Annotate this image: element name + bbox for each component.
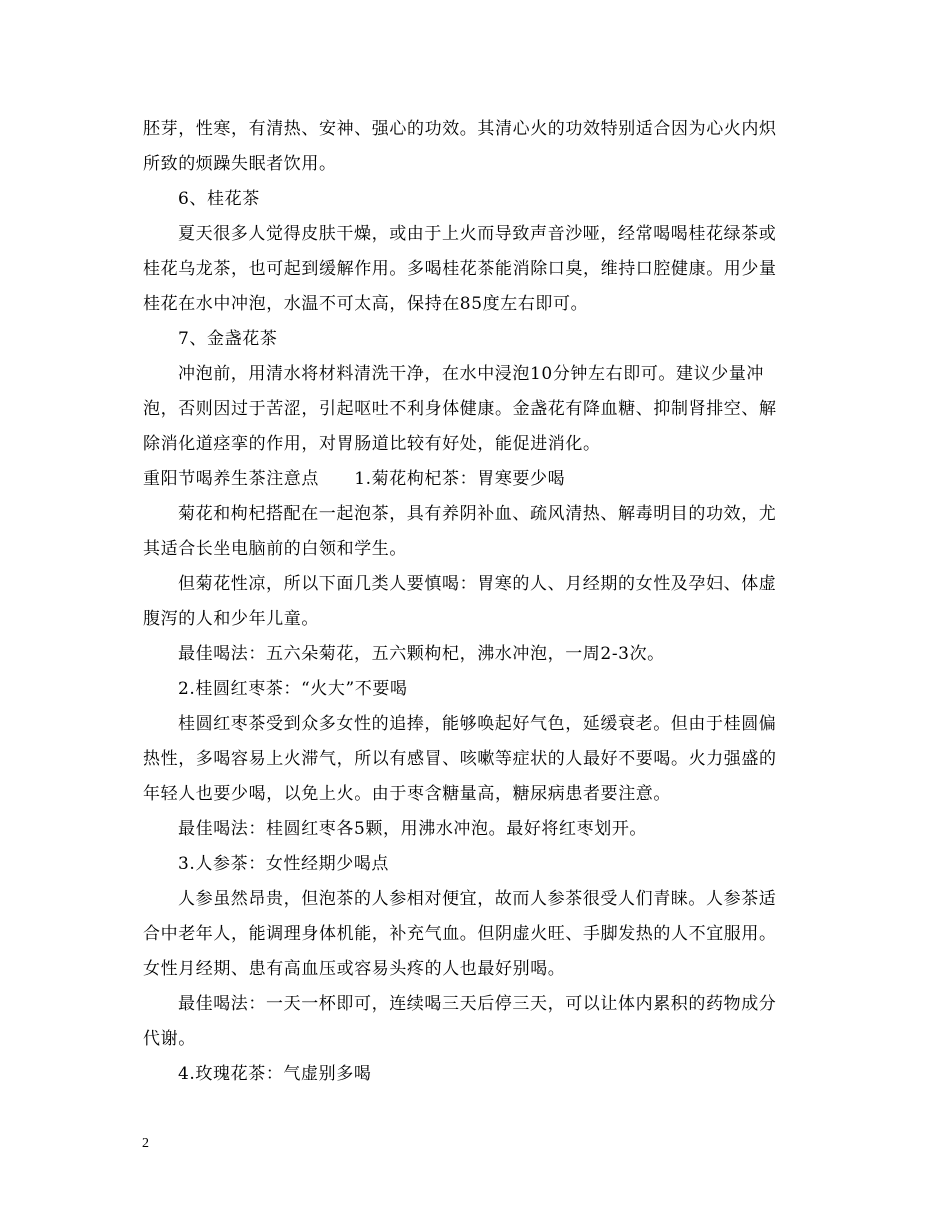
- text-line: 除消化道痉挛的作用，对胃肠道比较有好处，能促进消化。: [143, 434, 601, 454]
- text-line: 所致的烦躁失眠者饮用。: [143, 154, 337, 174]
- section-heading: 重阳节喝养生茶注意点 1.菊花枸杞茶：胃寒要少喝: [143, 469, 566, 489]
- text-line: 泡，否则因过于苦涩，引起呕吐不利身体健康。金盏花有降血糖、抑制肾排空、解: [143, 399, 777, 419]
- text-line: 桂花乌龙茶，也可起到缓解作用。多喝桂花茶能消除口臭，维持口腔健康。用少量: [143, 259, 777, 279]
- section-heading: 4.玫瑰花茶：气虚别多喝: [178, 1064, 372, 1084]
- text-line: 女性月经期、患有高血压或容易头疼的人也最好别喝。: [143, 959, 566, 979]
- section-heading: 3.人参茶：女性经期少喝点: [178, 854, 390, 874]
- text-line: 其适合长坐电脑前的白领和学生。: [143, 539, 407, 559]
- text-line: 最佳喝法：一天一杯即可，连续喝三天后停三天，可以让体内累积的药物成分: [178, 994, 777, 1014]
- text-line: 合中老年人，能调理身体机能，补充气血。但阴虚火旺、手脚发热的人不宜服用。: [143, 924, 777, 944]
- text-line: 最佳喝法：桂圆红枣各5颗，用沸水冲泡。最好将红枣划开。: [178, 819, 648, 839]
- text-line: 冲泡前，用清水将材料清洗干净，在水中浸泡10分钟左右即可。建议少量冲: [178, 364, 765, 384]
- text-line: 人参虽然昂贵，但泡茶的人参相对便宜，故而人参茶很受人们青睐。人参茶适: [178, 889, 777, 909]
- text-line: 夏天很多人觉得皮肤干燥，或由于上火而导致声音沙哑，经常喝喝桂花绿茶或: [178, 224, 777, 244]
- text-line: 桂圆红枣茶受到众多女性的追捧，能够唤起好气色，延缓衰老。但由于桂圆偏: [178, 714, 777, 734]
- section-heading: 6、桂花茶: [178, 189, 260, 209]
- page-number: 2: [142, 1136, 149, 1151]
- section-heading: 7、金盏花茶: [178, 329, 278, 349]
- text-line: 胚芽，性寒，有清热、安神、强心的功效。其清心火的功效特别适合因为心火内炽: [143, 119, 777, 139]
- text-line: 桂花在水中冲泡，水温不可太高，保持在85度左右即可。: [143, 294, 589, 314]
- text-line: 年轻人也要少喝，以免上火。由于枣含糖量高，糖尿病患者要注意。: [143, 784, 671, 804]
- text-line: 但菊花性凉，所以下面几类人要慎喝：胃寒的人、月经期的女性及孕妇、体虚: [178, 574, 777, 594]
- text-line: 最佳喝法：五六朵菊花，五六颗枸杞，沸水冲泡，一周2-3次。: [178, 644, 665, 664]
- text-line: 腹泻的人和少年儿童。: [143, 609, 319, 629]
- text-line: 热性，多喝容易上火滞气，所以有感冒、咳嗽等症状的人最好不要喝。火力强盛的: [143, 749, 777, 769]
- text-line: 菊花和枸杞搭配在一起泡茶，具有养阴补血、疏风清热、解毒明目的功效，尤: [178, 504, 777, 524]
- section-heading: 2.桂圆红枣茶：“火大”不要喝: [178, 679, 408, 699]
- text-line: 代谢。: [143, 1029, 196, 1049]
